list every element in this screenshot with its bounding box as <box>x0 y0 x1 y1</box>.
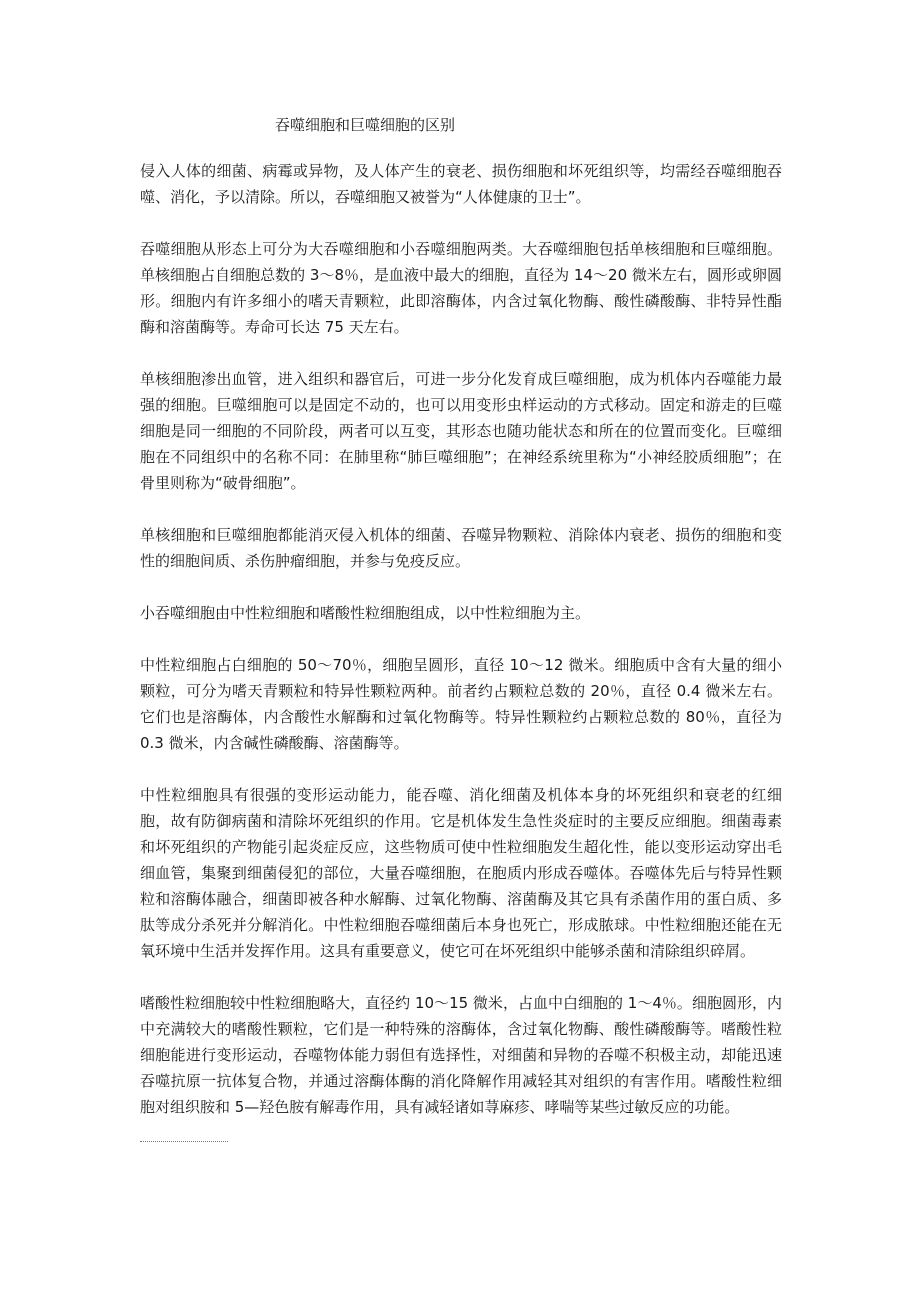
paragraph-monocyte-macrophage-function: 单核细胞和巨噬细胞都能消灭侵入机体的细菌、吞噬异物颗粒、消除体内衰老、损伤的细胞和变性的细胞间质、杀伤肿瘤细胞，并参与免疫反应。 <box>140 526 782 570</box>
paragraph-phagocyte-intro: 侵入人体的细菌、病霉或异物，及人体产生的衰老、损伤细胞和坏死组织等，均需经吞噬细胞吞噬、消化，予以清除。所以，吞噬细胞又被誉为“人体健康的卫士”。 <box>140 162 782 206</box>
paragraph-microphage-composition: 小吞噬细胞由中性粒细胞和嗜酸性粒细胞组成，以中性粒细胞为主。 <box>140 604 591 622</box>
document-body <box>140 158 782 1146</box>
page-title: 吞噬细胞和巨噬细胞的区别 <box>275 116 456 134</box>
footnote-divider <box>140 1141 228 1142</box>
paragraph-macrophage-differentiation: 单核细胞渗出血管，进入组织和器官后，可进一步分化发育成巨噬细胞，成为机体内吞噬能力最强的细胞。巨噬细胞可以是固定不动的，也可以用变形虫样运动的方式移动。固定和游走的巨噬细胞是同一细胞的不同阶段，两者可以互变，其形态也随功能状态和所在的位置而变化。巨噬细胞在不同组织中的名称不同：在肺里称“肺巨噬细胞”；在神经系统里称为“小神经胶质细胞”；在骨里则称为“破骨细胞”。 <box>140 370 782 492</box>
paragraph-neutrophil-function: 中性粒细胞具有很强的变形运动能力，能吞噬、消化细菌及机体本身的坏死组织和衰老的红细胞，故有防御病菌和清除坏死组织的作用。它是机体发生急性炎症时的主要反应细胞。细菌毒素和坏死组织的产物能引起炎症反应，这些物质可使中性粒细胞发生超化性，能以变形运动穿出毛细血管，集聚到细菌侵犯的部位，大量吞噬细胞，在胞质内形成吞噬体。吞噬体先后与特异性颗粒和溶酶体融合，细菌即被各种水解酶、过氧化物酶、溶菌酶及其它具有杀菌作用的蛋白质、多肽等成分杀死并分解消化。中性粒细胞吞噬细菌后本身也死亡，形成脓球。中性粒细胞还能在无氧环境中生活并发挥作用。这具有重要意义，使它可在坏死组织中能够杀菌和清除组织碎屑。 <box>140 786 782 960</box>
paragraph-neutrophil-structure: 中性粒细胞占白细胞的 50～70％，细胞呈圆形，直径 10～12 微米。细胞质中含有大量的细小颗粒，可分为嗜天青颗粒和特异性颗粒两种。前者约占颗粒总数的 20％，直径 0.4 微米左右。它们也是溶酶体，内含酸性水解酶和过氧化物酶等。特异性颗粒约占颗粒总数的 80％，直径为 0.3 微米，内含碱性磷酸酶、溶菌酶等。 <box>140 656 782 752</box>
paragraph-phagocyte-types: 吞噬细胞从形态上可分为大吞噬细胞和小吞噬细胞两类。大吞噬细胞包括单核细胞和巨噬细胞。单核细胞占自细胞总数的 3～8％，是血液中最大的细胞，直径为 14～20 微米左右，圆形或卵圆形。细胞内有许多细小的嗜天青颗粒，此即溶酶体，内含过氧化物酶、酸性磷酸酶、非特异性酯酶和溶菌酶等。寿命可长达 75 天左右。 <box>140 240 782 336</box>
paragraph-eosinophil: 嗜酸性粒细胞较中性粒细胞略大，直径约 10～15 微米，占血中白细胞的 1～4％。细胞圆形，内中充满较大的嗜酸性颗粒，它们是一种特殊的溶酶体，含过氧化物酶、酸性磷酸酶等。嗜酸性粒细胞能进行变形运动，吞噬物体能力弱但有选择性，对细菌和异物的吞噬不积极主动，却能迅速吞噬抗原一抗体复合物，并通过溶酶体酶的消化降解作用减轻其对组织的有害作用。嗜酸性粒细胞对组织胺和 5—羟色胺有解毒作用，具有减轻诸如荨麻疹、哮喘等某些过敏反应的功能。 <box>140 994 782 1116</box>
